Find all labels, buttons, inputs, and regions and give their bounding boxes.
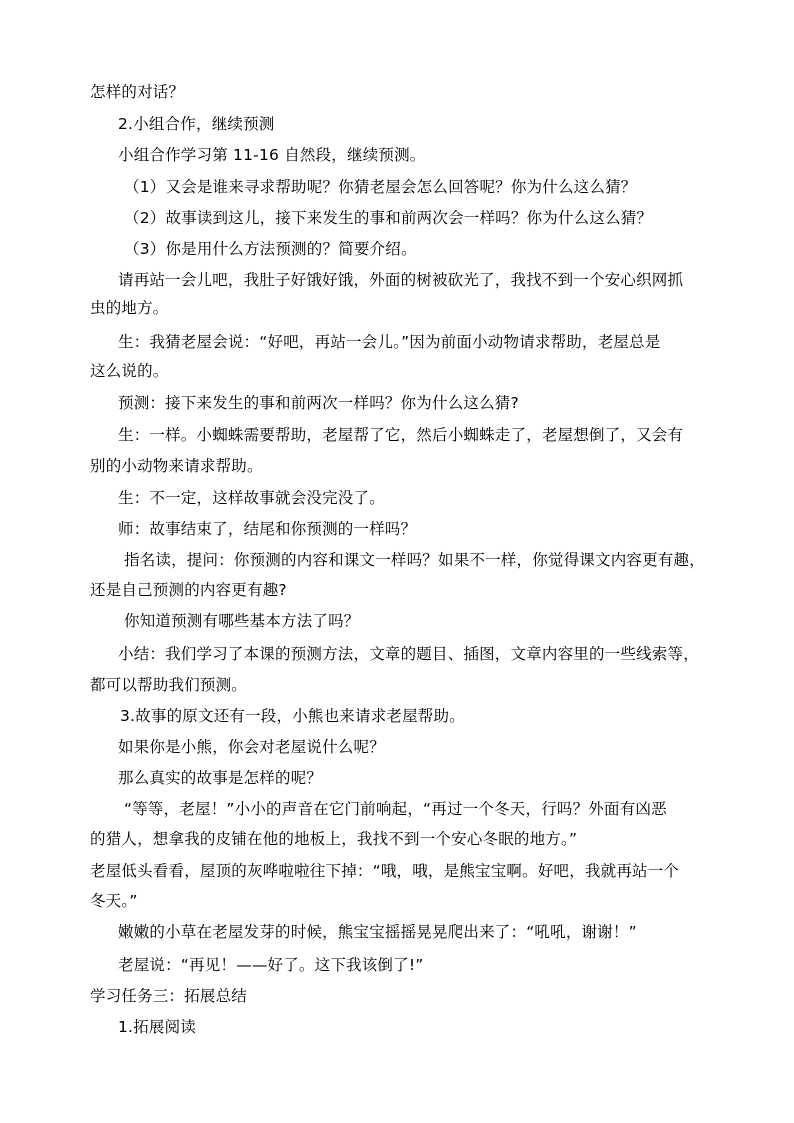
question-item: （2）故事读到这儿，接下来发生的事和前两次会一样吗？你为什么这么猜？ [124, 209, 653, 227]
text-line: 生：我猜老屋会说：“好吧，再站一会儿。”因为前面小动物请求帮助，老屋总是 [118, 333, 661, 351]
text-line: 请再站一会儿吧，我肚子好饿好饿，外面的树被砍光了，我找不到一个安心织网抓 [118, 271, 684, 289]
text-line: 小结：我们学习了本课的预测方法，文章的题目、插图，文章内容里的一些线索等， [118, 645, 699, 663]
text-line: 的猎人，想拿我的皮铺在他的地板上，我找不到一个安心冬眠的地方。” [90, 830, 578, 848]
section-heading: 2.小组合作，继续预测 [118, 115, 275, 133]
text-line: 怎样的对话？ [90, 83, 185, 101]
text-line: 师：故事结束了，结尾和你预测的一样吗？ [118, 520, 417, 538]
text-line: 虫的地方。 [90, 299, 169, 317]
text-line: 嫩嫩的小草在老屋发芽的时候，熊宝宝摇摇晃晃爬出来了：“吼吼，谢谢！” [118, 923, 637, 941]
question-item: （1）又会是谁来寻求帮助呢？你猜老屋会怎么回答呢？你为什么这么猜？ [124, 178, 637, 196]
question-item: （3）你是用什么方法预测的？简要介绍。 [124, 240, 417, 258]
text-line: 指名读，提问：你预测的内容和课文一样吗？如果不一样，你觉得课文内容更有趣， [124, 551, 705, 569]
text-line: 那么真实的故事是怎样的呢？ [118, 769, 323, 787]
section-heading: 1.拓展阅读 [118, 1018, 196, 1036]
text-line: 生：一样。小蜘蛛需要帮助，老屋帮了它，然后小蜘蛛走了，老屋想倒了，又会有 [118, 426, 684, 444]
text-line: 预测：接下来发生的事和前两次一样吗？你为什么这么猜? [118, 394, 519, 412]
text-line: 生：不一定，这样故事就会没完没了。 [118, 489, 385, 507]
text-line: “等等，老屋！”小小的声音在它门前响起，“再过一个冬天，行吗？外面有凶恶 [124, 800, 667, 818]
text-line: 冬天。” [90, 892, 138, 910]
text-line: 老屋低头看看，屋顶的灰哗啦啦往下掉：“哦，哦，是熊宝宝啊。好吧，我就再站一个 [90, 862, 680, 880]
text-line: 你知道预测有哪些基本方法了吗？ [124, 612, 360, 630]
text-line: 老屋说：“再见！——好了。这下我该倒了!” [118, 956, 424, 974]
section-heading: 3.故事的原文还有一段，小熊也来请求老屋帮助。 [120, 707, 465, 725]
text-line: 还是自己预测的内容更有趣? [90, 581, 287, 599]
section-heading: 学习任务三：拓展总结 [90, 987, 248, 1005]
text-line: 如果你是小熊，你会对老屋说什么呢？ [118, 738, 385, 756]
text-line: 这么说的。 [90, 362, 169, 380]
text-line: 小组合作学习第 11-16 自然段，继续预测。 [118, 146, 426, 164]
text-line: 别的小动物来请求帮助。 [90, 457, 263, 475]
text-line: 都可以帮助我们预测。 [90, 676, 248, 694]
